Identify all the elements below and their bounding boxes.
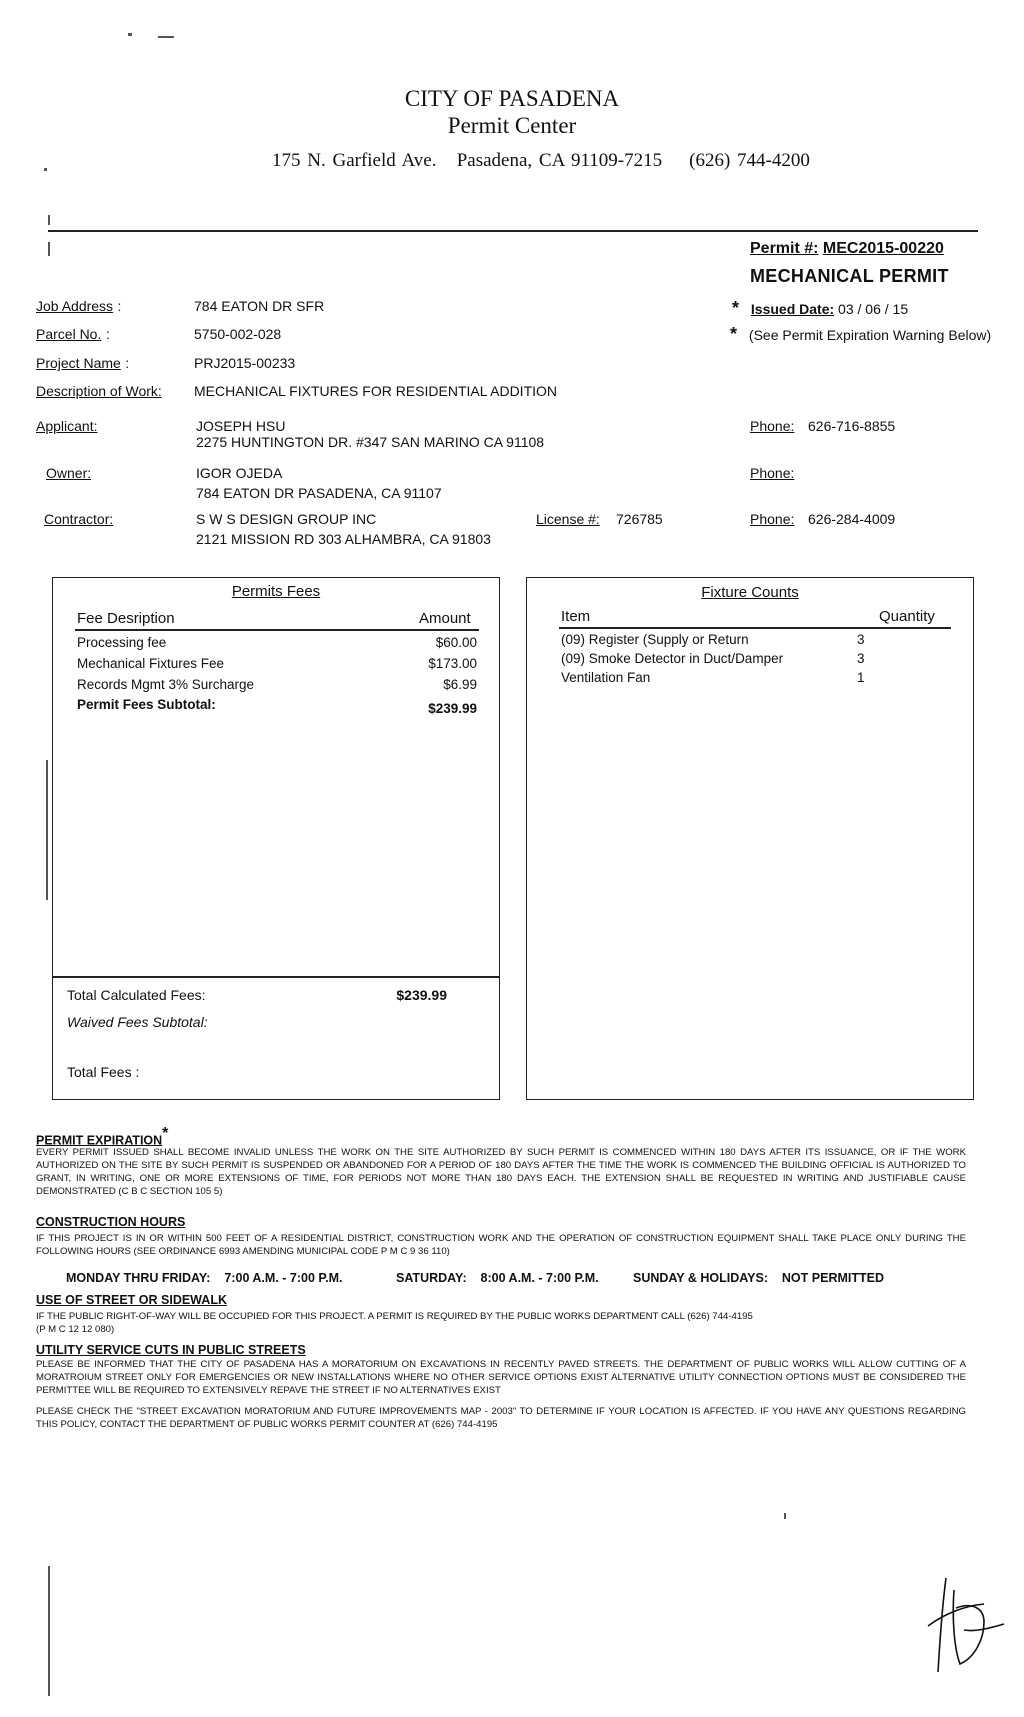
issued-date-label: Issued Date: <box>750 301 835 317</box>
street-address: 175 N. Garfield Ave. <box>272 150 437 171</box>
contractor-phone: 626-284-4009 <box>808 511 896 527</box>
colon: : <box>117 298 122 314</box>
permit-center-name: Permit Center <box>447 113 577 138</box>
job-address-label-wrap <box>36 298 121 316</box>
fixture-header-rule <box>559 627 951 629</box>
fee-row-description: Records Mgmt 3% Surcharge <box>77 677 255 692</box>
applicant-name: JOSEPH HSU <box>196 418 286 434</box>
description-label: Description of Work: <box>36 383 162 399</box>
fixture-row-item: (09) Register (Supply or Return <box>561 632 749 647</box>
weekday-hours: 7:00 A.M. - 7:00 P.M. <box>224 1271 343 1285</box>
license-number: 726785 <box>616 511 663 527</box>
permit-number-line <box>750 240 944 258</box>
street-use-text: IF THE PUBLIC RIGHT-OF-WAY WILL BE OCCUPIED FOR THIS PROJECT. A PERMIT IS REQUIRED BY THE PUBLIC WORKS DEPARTMENT CALL (626) 744-4195 <box>36 1311 753 1322</box>
waived-fees-label: Waived Fees Subtotal: <box>67 1014 208 1030</box>
contractor-label: Contractor: <box>44 511 114 527</box>
job-address: 784 EATON DR SFR <box>194 298 325 314</box>
center-phone: (626) 744-4200 <box>689 150 810 171</box>
permit-number: MEC2015-00220 <box>822 240 944 257</box>
total-fees-label: Total Fees : <box>67 1064 140 1080</box>
permit-fees-subtotal-label: Permit Fees Subtotal: <box>77 697 216 712</box>
moratorium-check-text: PLEASE CHECK THE "STREET EXCAVATION MORATORIUM AND FUTURE IMPROVEMENTS MAP - 2003" TO DETERMINE IF YOUR LOCATION IS AFFECTED. IF YOU HAVE ANY QUESTIONS REGARDING THIS POLICY, CONTACT THE DEPARTMENT OF PUBLIC WORKS PERMIT COUNTER AT (626) 744-4195 <box>36 1406 966 1430</box>
saturday-hours: 8:00 A.M. - 7:00 P.M. <box>480 1271 599 1285</box>
issued-date-line <box>732 298 908 319</box>
owner-phone-label: Phone: <box>750 465 795 481</box>
fee-row-amount: $173.00 <box>428 656 477 671</box>
fixture-row-item: Ventilation Fan <box>561 670 651 685</box>
description-of-work: MECHANICAL FIXTURES FOR RESIDENTIAL ADDITION <box>194 383 558 399</box>
fixture-row-item: (09) Smoke Detector in Duct/Damper <box>561 651 784 666</box>
total-calculated-fees: $239.99 <box>396 987 447 1003</box>
parcel-number: 5750-002-028 <box>194 326 282 342</box>
saturday-hours-line <box>396 1271 599 1285</box>
applicant-address: 2275 HUNTINGTON DR. #347 SAN MARINO CA 91108 <box>196 434 545 450</box>
weekday-label: MONDAY THRU FRIDAY: <box>66 1271 211 1285</box>
fixture-row-quantity: 3 <box>857 651 865 666</box>
permit-fees-title: Permits Fees <box>231 583 321 600</box>
construction-hours-text: IF THIS PROJECT IS IN OR WITHIN 500 FEET OF A RESIDENTIAL DISTRICT, CONSTRUCTION WORK AND THE OPERATION OF CONSTRUCTION EQUIPMENT SHALL TAKE PLACE ONLY DURING THE FOLLOWING HOURS (SEE ORDINANCE 6993 AMENDING MUNICIPAL CODE P M C 9 36 110) <box>36 1233 966 1257</box>
fixture-row-quantity: 3 <box>857 632 865 647</box>
fee-header-rule <box>75 629 479 631</box>
applicant-phone: 626-716-8855 <box>808 418 896 434</box>
owner-label: Owner: <box>46 465 92 481</box>
asterisk-mark: * <box>730 324 738 344</box>
sunday-hours: NOT PERMITTED <box>781 1271 884 1285</box>
permit-fees-box <box>52 577 500 1100</box>
construction-hours-title: CONSTRUCTION HOURS <box>36 1215 186 1229</box>
colon: : <box>125 355 130 371</box>
center-address-line <box>272 150 810 172</box>
street-use-title: USE OF STREET OR SIDEWALK <box>36 1293 227 1307</box>
applicant-label: Applicant: <box>36 418 98 434</box>
permit-expiration-title: PERMIT EXPIRATION <box>36 1133 163 1148</box>
fixture-row-quantity: 1 <box>857 670 865 685</box>
header-divider <box>48 230 978 232</box>
parcel-label: Parcel No. <box>36 326 102 342</box>
scan-speck <box>784 1513 786 1519</box>
owner-name: IGOR OJEDA <box>196 465 283 481</box>
project-name: PRJ2015-00233 <box>194 355 296 371</box>
utility-cuts-text: PLEASE BE INFORMED THAT THE CITY OF PASADENA HAS A MORATORIUM ON EXCAVATIONS IN RECENTLY PAVED STREETS. THE DEPARTMENT OF PUBLIC WORKS WILL ALLOW CUTTING OF A MORATROIUM STREET ONLY FOR EMERGENCIES OR NEW INSTALLATIONS WHERE NO OTHER SERVICE OPTIONS EXIST ALTERNATIVE UTILITY CONNECTION OPTIONS MUST BE CONSIDERED THE PERMITTEE WILL BE REQUIRED TO EXTENSIVELY REPAVE THE STREET IF NO ALTERNATIVES EXIST <box>36 1359 966 1396</box>
scan-streak <box>46 760 48 900</box>
amount-header: Amount <box>419 610 471 627</box>
expiration-note: (See Permit Expiration Warning Below) <box>748 327 992 343</box>
contractor-phone-label: Phone: <box>750 511 795 527</box>
scan-speck <box>158 36 174 38</box>
permit-fees-subtotal: $239.99 <box>428 701 477 716</box>
parcel-label-wrap <box>36 326 110 344</box>
fee-description-header: Fee Desription <box>77 610 175 627</box>
contractor-address: 2121 MISSION RD 303 ALHAMBRA, CA 91803 <box>196 531 491 547</box>
permit-type: MECHANICAL PERMIT <box>750 266 949 286</box>
scan-streak <box>48 1566 50 1696</box>
signature-mark <box>924 1568 1010 1680</box>
fee-row-description: Processing fee <box>77 635 167 650</box>
issued-date: 03 / 06 / 15 <box>838 301 909 317</box>
quantity-header: Quantity <box>879 608 935 625</box>
item-header: Item <box>561 608 591 625</box>
project-name-label: Project Name <box>36 355 121 371</box>
city-state-zip: Pasadena, CA 91109-7215 <box>456 150 663 171</box>
owner-address: 784 EATON DR PASADENA, CA 91107 <box>196 485 442 501</box>
sunday-label: SUNDAY & HOLIDAYS: <box>633 1271 768 1285</box>
asterisk-mark: * <box>732 298 740 318</box>
fee-row-amount: $60.00 <box>435 635 477 650</box>
fixture-counts-title: Fixture Counts <box>701 584 799 601</box>
fee-row-amount: $6.99 <box>443 677 477 692</box>
license-label: License #: <box>536 511 600 527</box>
colon: : <box>105 326 110 342</box>
city-title: CITY OF PASADENA <box>404 86 620 111</box>
scan-speck <box>128 33 132 36</box>
totals-divider <box>53 976 499 978</box>
contractor-name: S W S DESIGN GROUP INC <box>196 511 377 527</box>
applicant-phone-label: Phone: <box>750 418 795 434</box>
job-address-label: Job Address <box>36 298 114 314</box>
saturday-label: SATURDAY: <box>396 1271 467 1285</box>
scan-speck <box>48 215 50 225</box>
sunday-hours-line <box>633 1271 884 1285</box>
expiration-note-line <box>730 324 991 345</box>
fixture-counts-box <box>526 577 974 1100</box>
weekday-hours-line <box>66 1271 342 1285</box>
utility-cuts-title: UTILITY SERVICE CUTS IN PUBLIC STREETS <box>36 1343 306 1357</box>
scan-speck <box>48 242 50 256</box>
street-use-code: (P M C 12 12 080) <box>36 1324 115 1335</box>
permit-number-label: Permit #: <box>750 240 819 257</box>
total-calculated-label: Total Calculated Fees: <box>67 987 206 1003</box>
project-label-wrap <box>36 355 129 373</box>
fee-row-description: Mechanical Fixtures Fee <box>77 656 225 671</box>
permit-expiration-text: EVERY PERMIT ISSUED SHALL BECOME INVALID UNLESS THE WORK ON THE SITE AUTHORIZED BY SUCH PERMIT IS COMMENCED WITHIN 180 DAYS AFTER ITS ISSUANCE, OR IF THE WORK AUTHORIZED ON THE SITE BY SUCH PERMIT IS SUSPENDED OR ABANDONED FOR A PERIOD OF 180 DAYS AFTER THE TIME THE WORK IS COMMENCED THE BUILDING OFFICIAL IS AUTHORIZED TO GRANT, IN WRITING, ONE OR MORE EXTENSIONS OF TIME, FOR PERIODS NOT MORE THAN 180 DAYS EACH. THE EXTENSION SHALL BE REQUESTED IN WRITING AND JUSTIFIABLE CAUSE DEMONSTRATED (C B C SECTION 105 5) <box>36 1147 966 1197</box>
scan-speck <box>44 168 47 171</box>
asterisk-mark: * <box>162 1125 169 1142</box>
